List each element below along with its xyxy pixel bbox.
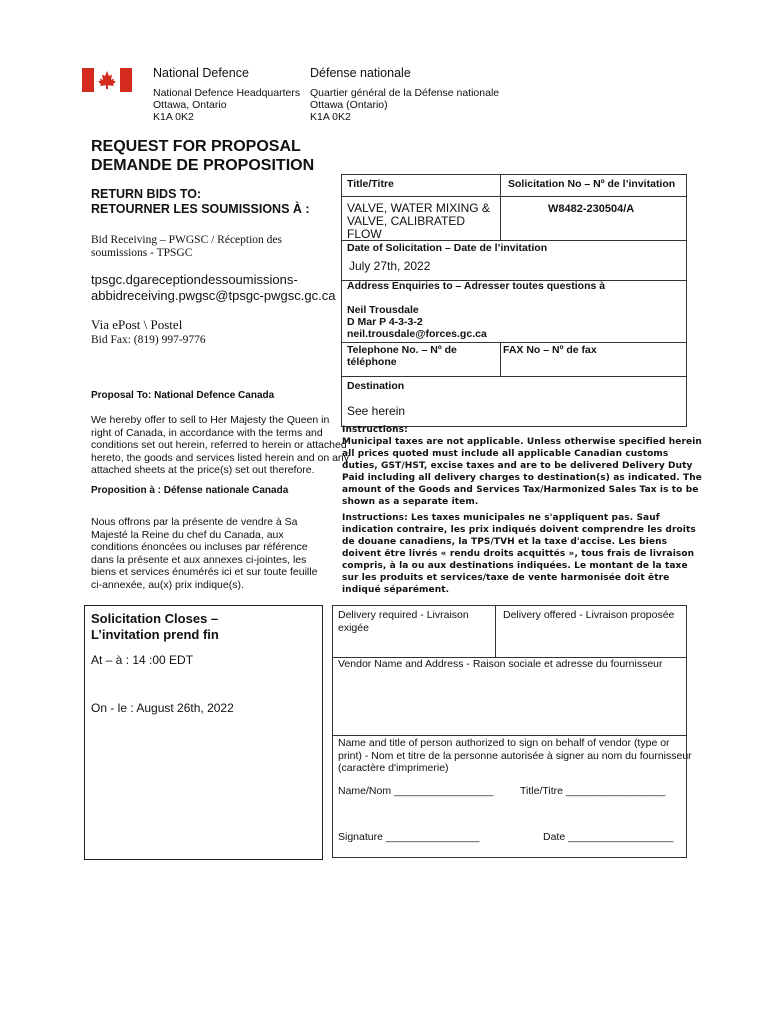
offer-en-line: attached sheets at the price(s) set out therefore. [91,464,315,476]
return-bids-fr: RETOURNER LES SOUMISSIONS À : [91,202,310,216]
bid-email-line[interactable]: tpsgc.dgareceptiondessoumissions- [91,272,298,287]
divider [500,174,501,240]
instructions-en [342,424,702,508]
bid-email[interactable] [91,272,335,304]
instructions-line: all prices quoted must include all applicable Canadian customs [342,449,669,459]
closing-time: At – à : 14 :00 EDT [91,653,194,667]
document-title [91,137,314,175]
instructions-fr-line: Instructions: Les taxes municipales ne s'appliquent pas. Sauf [342,513,660,523]
offer-en-line: right of Canada, in accordance with the terms and [91,426,323,439]
contact-email[interactable]: neil.trousdale@forces.gc.ca [347,328,487,340]
bid-email-line[interactable]: abbidreceiving.pwgsc@tpsgc-pwgsc.gc.ca [91,288,336,303]
divider [341,342,687,343]
instructions-line: shown as a separate item. [342,497,479,507]
offer-fr-line: ci-annexée, au(x) prix indique(s). [91,578,244,591]
delivery-required-line: exigée [338,622,369,634]
telephone-label-line: téléphone [347,356,397,368]
solicitation-date-value: July 27th, 2022 [349,259,431,273]
delivery-offered-label: Delivery offered - Livraison proposée [503,609,675,621]
telephone-label [347,344,457,368]
offer-fr-line: Majesté la Reine du chef du Canada, aux [91,528,284,541]
title-line-fr: DEMANDE DE PROPOSITION [91,157,315,174]
canada-flag-icon [82,68,132,92]
offer-fr-line: conditions énoncées ou incluses par référence [91,541,308,553]
offer-en-line: We hereby offer to sell to Her Majesty the Queen in [91,414,330,426]
return-bids-en: RETURN BIDS TO: [91,187,202,201]
closes-title-fr: L’invitation prend fin [91,627,219,642]
instructions-line: duties, GST/HST, excise taxes and are to be delivered Delivery Duty [342,461,693,471]
instructions-fr-line: indiqué séparément. [342,585,450,595]
proposal-to-en: Proposal To: National Defence Canada [91,390,275,401]
address-en [153,87,300,123]
bid-receiving [91,234,282,260]
telephone-label-line: Telephone No. – Nº de [347,344,457,356]
closes-title-en: Solicitation Closes – [91,611,219,626]
instructions-fr-line: compris, à la ou aux destinations indiquées. Le montant de la taxe [342,561,688,571]
offer-en [91,414,349,477]
bid-receiving-line: Bid Receiving – PWGSC / Réception des [91,234,283,246]
bid-receiving-line: soumissions - TPSGC [91,247,193,259]
enquiries-label: Address Enquiries to – Adresser toutes questions à [347,280,606,292]
authorized-person-line: (caractère d'imprimerie) [338,762,449,774]
name-field[interactable]: Name/Nom _________________ [338,785,494,797]
address-en-line: K1A 0K2 [153,111,194,123]
delivery-required-line: Delivery required - Livraison [338,609,469,621]
authorized-person-line: Name and title of person authorized to sign on behalf of vendor (type or [338,737,670,749]
vendor-name-label: Vendor Name and Address - Raison sociale et adresse du fournisseur [338,658,663,670]
contact-name: Neil Trousdale [347,304,419,316]
title-line-en: REQUEST FOR PROPOSAL [91,138,301,155]
instructions-line: Municipal taxes are not applicable. Unless otherwise specified herein [342,437,702,447]
divider [332,735,687,736]
return-bids-heading [91,187,310,217]
proposal-to-fr: Proposition à : Défense nationale Canada [91,485,289,496]
dept-name-en: National Defence [153,66,249,80]
address-fr-line: Ottawa (Ontario) [310,99,388,111]
address-fr [310,87,499,123]
contact-office: D Mar P 4-3-3-2 [347,316,423,328]
bid-fax: Bid Fax: (819) 997-9776 [91,334,206,346]
offer-fr-line: dans la présente et aux annexes ci-jointes, les [91,553,307,566]
offer-fr-line: biens et services énumérés ici et sur toute feuille [91,566,318,578]
address-fr-line: Quartier général de la Défense nationale [310,87,500,99]
instructions-fr-line: doivent être livrés « rendu droits acquittés », tous frais de livraison [342,549,695,559]
dept-name-fr: Défense nationale [310,66,411,80]
divider [500,342,501,376]
solicitation-date-label: Date of Solicitation – Date de l’invitation [347,242,548,254]
signature-field[interactable]: Signature ________________ [338,831,480,843]
instructions-fr-line: indication contraire, les prix indiqués doivent comprendre les droits [342,525,696,535]
vendor-block [332,605,687,858]
divider [495,605,496,657]
contact [347,304,487,340]
closes-title [91,611,219,643]
solicitation-closes-box [84,605,323,860]
destination-label: Destination [347,380,405,392]
offer-en-line: conditions set out herein, referred to herein or attached [91,439,347,451]
offer-fr-line: Nous offrons par la présente de vendre à Sa [91,516,298,528]
divider [341,376,687,377]
authorized-person-label [338,737,692,775]
address-en-line: National Defence Headquarters [153,87,301,99]
instructions-fr-line: sur les produits et services/taxe de vente harmonisée doit être [342,573,670,583]
authorized-person-line: print) - Nom et titre de la personne autorisée à signer au nom du fournisseur [338,749,692,762]
date-field[interactable]: Date __________________ [543,831,674,843]
destination-value: See herein [347,404,406,418]
title-value [347,202,490,241]
title-label: Title/Titre [347,178,394,190]
delivery-required-label [338,609,469,635]
instructions-label: Instructions: [342,425,408,435]
title-value-line: VALVE, CALIBRATED [347,214,466,228]
offer-fr [91,516,317,591]
instructions-line: Paid including all delivery charges to destination(s) as indicated. The [342,473,702,483]
address-fr-line: K1A 0K2 [310,111,351,123]
title-value-line: VALVE, WATER MIXING & [347,201,490,215]
title-value-line: FLOW [347,227,382,241]
title-field[interactable]: Title/Titre _________________ [520,785,666,797]
solicitation-no-label: Solicitation No – Nº de l’invitation [508,178,676,190]
fax-label: FAX No – Nº de fax [503,344,597,356]
instructions-line: amount of the Goods and Services Tax/Harmonized Sales Tax is to be [342,485,699,495]
instructions-fr-line: de douane canadiens, la TPS/TVH et la taxe d'accise. Les biens [342,537,668,547]
via-epost: Via ePost \ Postel [91,317,183,332]
instructions-fr [342,512,696,596]
address-en-line: Ottawa, Ontario [153,99,227,111]
closing-date: On - le : August 26th, 2022 [91,701,234,715]
solicitation-no-value: W8482-230504/A [548,203,635,215]
offer-en-line: hereto, the goods and services listed herein and on any [91,451,350,464]
divider [341,196,687,197]
